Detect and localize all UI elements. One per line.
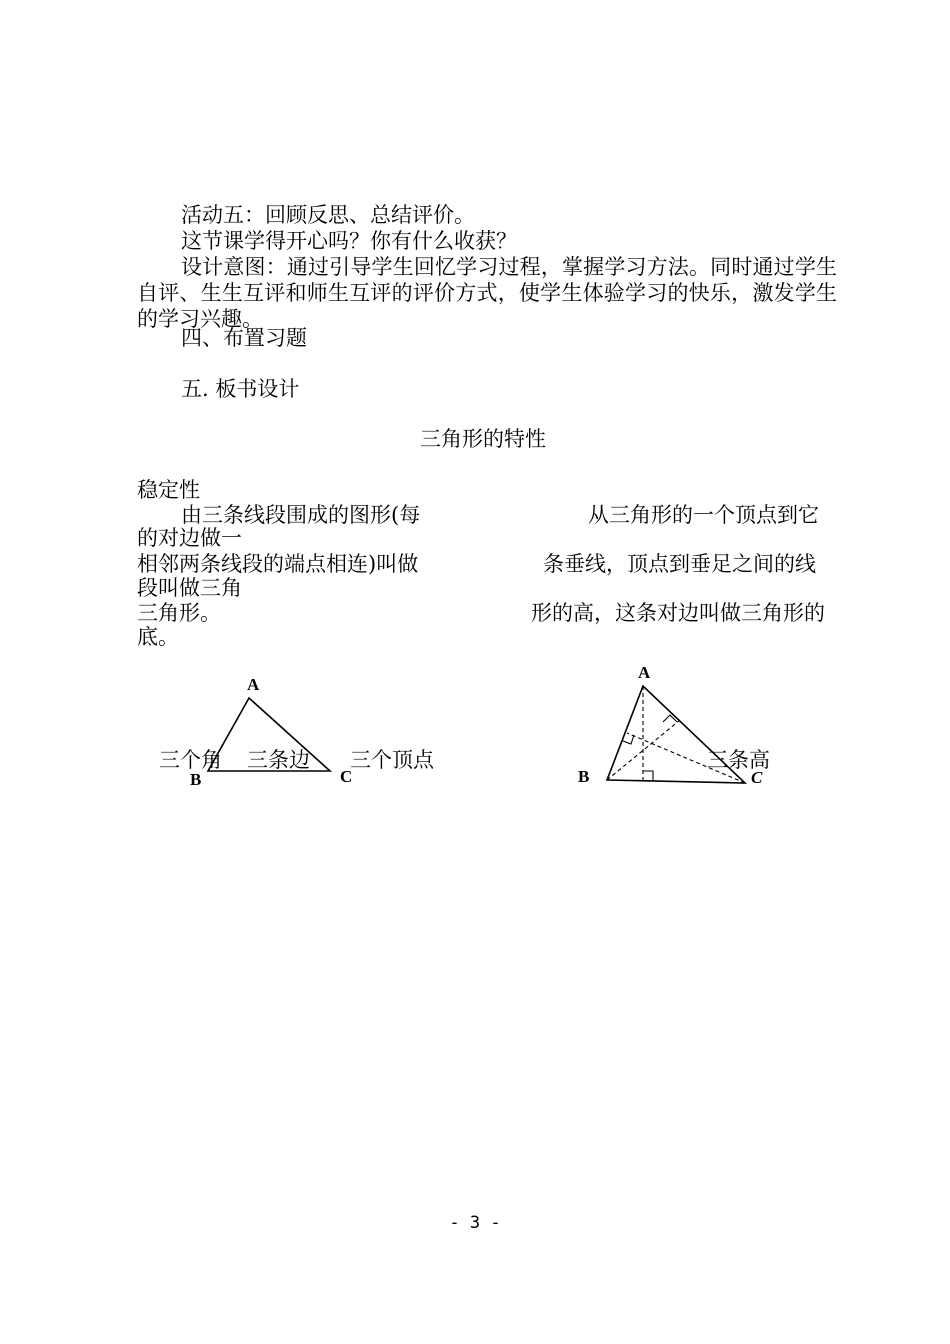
caption-three-sides: 三条边 [247,748,310,772]
activity5-heading: 活动五：回顾反思、总结评价。 [181,203,475,227]
board-title: 三角形的特性 [420,427,546,451]
triangle-definition-line2: 相邻两条线段的端点相连)叫做 [137,552,419,576]
height-definition-line1: 从三角形的一个顶点到它 [588,503,819,527]
vertex-a-label-2: A [638,663,651,682]
height-definition-line2: 条垂线，顶点到垂足之间的线 [543,552,816,576]
height-definition-line1b: 的对边做一 [137,526,242,550]
section-board-design-heading: 五. 板书设计 [181,377,300,401]
vertex-a-label: A [247,675,260,694]
reflection-question: 这节课学得开心吗？你有什么收获？ [181,229,517,253]
caption-three-heights: 三条高 [707,748,770,772]
design-intent-paragraph: 设计意图：通过引导学生回忆学习过程，掌握学习方法。同时通过学生自评、生生互评和师生互评的评价方式，使学生体验学习的快乐，激发学生的学习兴趣。 [137,255,837,331]
right-angle-mark-base [643,771,653,781]
vertex-c-label-2: C [751,768,763,787]
right-angle-mark-ab [623,735,634,744]
section-homework-heading: 四、布置习题 [181,326,307,350]
caption-three-vertices: 三个顶点 [350,748,434,772]
height-definition-line2b: 段叫做三角 [137,576,242,600]
vertex-b-label: B [190,770,202,789]
height-definition-line3b: 底。 [137,625,179,649]
caption-three-angles: 三个角 [159,748,222,772]
stability-label: 稳定性 [137,478,200,502]
page-number: - 3 - [449,1213,501,1233]
triangle-definition-line1: 由三条线段围成的图形(每 [181,503,421,527]
vertex-b-label-2: B [578,767,590,786]
vertex-c-label: C [340,767,353,786]
height-definition-line3: 形的高，这条对边叫做三角形的 [531,601,825,625]
triangle-definition-line3: 三角形。 [137,601,221,625]
